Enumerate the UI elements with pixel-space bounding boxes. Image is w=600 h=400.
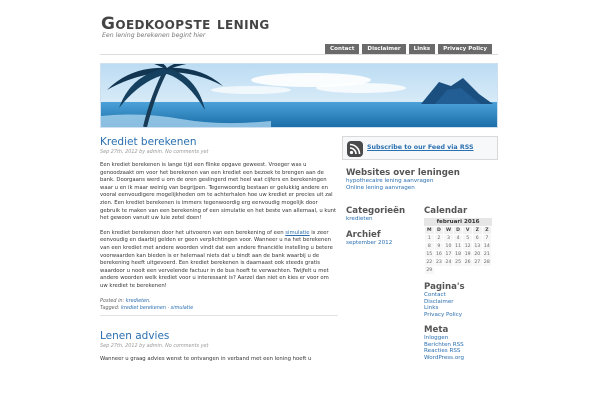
post-paragraph: Wanneer u graag advies wenst te ontvangen in verband met een lening hoeft u [100,355,312,362]
calendar-week-row [425,235,492,243]
page-wrapper [100,0,500,400]
calendar-day: 25 [455,260,461,265]
rss-icon[interactable] [347,141,363,157]
paragraph-text: is zeer eenvoudig en daarbij gelden er geen verplichtingen voor. Wanneer u na het berekenen van een krediet met andere woorden vindt dat een andere financiële instelling u betere voorwaarden kan bieden is er helemaal niets dat u bindt aan de bank waarbij u de berekening heeft uitgevoerd. Een krediet berekenen is daarnaast ook steeds gratis waardoor u nooit een vervelende factuur in de bus hoeft te verwachten. Twijfelt u met andere woorden welk krediet voor u interessant is? Aarzel dan niet en kies er voor om uw krediet te berekenen! [100,229,333,289]
calendar-day: 27 [474,260,481,265]
sidebar-right-column [424,206,500,368]
calendar-day: 29 [426,268,433,273]
calendar-week-row [425,251,492,259]
sidebar [342,136,500,400]
top-navigation [325,44,492,54]
calendar-day [444,267,454,275]
calendar-day: 10 [445,244,452,249]
calendar-day: 12 [464,244,471,249]
calendar-day [434,267,444,275]
calendar-day: 28 [483,260,490,265]
tagged-label: Tagged [100,304,118,311]
simulatie-link[interactable]: simulatie [285,229,310,236]
calendar-day: 11 [455,244,461,249]
header-banner-image [100,63,498,128]
page-link-links[interactable]: Links [424,305,439,311]
post-footer [100,298,338,316]
weekday-header: Z [472,227,482,235]
weekday-header: Z [482,227,492,235]
tag-link[interactable]: simulatie [170,304,194,311]
calendar-day: 20 [474,252,481,257]
calendar-day [463,267,473,275]
calendar-day [482,267,492,275]
websites-widget [346,168,460,191]
posted-in-label: Posted in [100,297,123,304]
calendar-day [453,267,463,275]
widget-title: Categorieën [346,206,406,216]
widget-title: Archief [346,229,381,240]
category-link[interactable]: kredieten [125,297,150,304]
post-paragraph [100,230,338,291]
weekday-header: D [434,227,444,235]
calendar-day [472,267,482,275]
calendar-day: 6 [472,235,482,243]
page-link-privacy-policy[interactable]: Privacy Policy [424,311,463,318]
post-title[interactable]: Krediet berekenen [100,136,197,148]
calendar-day: 18 [455,252,461,257]
post [100,330,338,364]
nav-privacy-policy[interactable]: Privacy Policy [438,44,492,54]
calendar-day: 21 [483,252,490,257]
calendar-day: 2 [434,235,444,243]
paragraph-text: Een krediet berekenen door het uitvoeren van een berekening of een [100,229,286,236]
nav-disclaimer[interactable]: Disclaimer [362,44,405,54]
main-content [100,136,338,400]
widget-title: Websites over leningen [346,168,460,178]
calendar-day: 19 [464,252,471,257]
nav-contact[interactable]: Contact [325,44,359,54]
website-link[interactable]: Online lening aanvragen [346,184,415,191]
calendar-day: 15 [426,252,433,257]
calendar-week-row [425,259,492,267]
weekday-header: V [463,227,473,235]
post-tags-line: Tagged: krediet berekenen · simulatie [100,304,194,311]
post-title[interactable]: Lenen advies [100,329,170,342]
calendar-day: 9 [434,243,444,251]
calendar-widget [424,206,500,275]
sidebar-left-column [346,206,420,253]
calendar-day: 22 [426,260,433,265]
calendar-day: 14 [483,244,490,249]
category-item[interactable]: kredieten [346,216,373,222]
tag-separator: · [167,304,170,311]
tag-link[interactable]: krediet berekenen [121,304,166,311]
archive-widget [346,230,420,247]
calendar-month: februari 2016 [424,218,492,226]
calendar-day: 23 [435,260,442,265]
calendar-week-row [425,267,492,275]
widget-title: Pagina's [424,282,465,292]
pages-widget [424,282,500,318]
post-paragraph: Een krediet berekenen is lange tijd een flinke opgave geweest. Vroeger was u genoodzaakt om voor het berekenen van een krediet een bezoek te brengen aan de bank. Doorgaans werd u om de oren geslingerd met heel wat cijfers en berekeningen waar u en ik maar weinig van begrijpen. Tegenwoordig bestaan er gelukkig andere en vooral eenvoudigere mogelijkheden om te achterhalen hoe uw krediet er precies uit zal zien. Een krediet berekenen is immers tegenwoordig erg eenvoudig mogelijk door gebruik te maken van een berekening of een simulatie en het beste van allemaal, u kunt het gewoon vanuit uw luie zetel doen! [100,162,337,222]
meta-link-wordpress[interactable]: WordPress.org [424,354,465,361]
calendar-week-row [425,243,492,251]
meta-widget [424,325,500,361]
rss-subscribe-box [342,136,498,160]
nav-links[interactable]: Links [409,44,436,54]
meta-link-login[interactable]: Inloggen [424,335,449,341]
categories-widget [346,206,420,223]
archive-item[interactable]: september 2012 [346,239,393,246]
page-link-contact[interactable]: Contact [424,292,446,298]
calendar-day: 1 [425,235,435,243]
post-meta: Sep 27th, 2012 by admin. No comments yet [100,342,209,349]
meta-link-comments-rss[interactable]: Reacties RSS [424,348,461,354]
calendar-day: 24 [445,260,452,265]
weekday-header: M [425,227,435,235]
calendar-day: 4 [453,235,463,243]
calendar-day: 3 [444,235,454,243]
calendar-days [425,235,492,275]
post-meta: Sep 27th, 2012 by admin. No comments yet [100,149,209,155]
header-divider [100,54,498,55]
calendar-day: 8 [425,243,435,251]
calendar-day: 16 [435,252,442,257]
calendar-day: 17 [445,252,452,257]
calendar-day: 26 [464,260,471,265]
website-link[interactable]: hypothecaire lening aanvragen [346,178,434,184]
page-link-disclaimer[interactable]: Disclaimer [424,298,454,305]
weekday-header: W [444,227,454,235]
post [100,136,338,316]
widget-title: Calendar [424,206,468,216]
site-title[interactable]: Goedkoopste lening [101,14,270,34]
calendar-day: 5 [463,235,473,243]
calendar-day: 13 [474,244,481,249]
meta-link-posts-rss[interactable]: Berichten RSS [424,341,464,348]
post-category-line: Posted in: kredieten. [100,297,151,304]
calendar-table [424,218,492,275]
site-tagline: Een lening berekenen begint hier [102,32,206,39]
widget-title: Meta [424,325,449,335]
rss-subscribe-link[interactable]: Subscribe to our Feed via RSS [367,144,474,151]
calendar-day: 7 [482,235,492,243]
weekday-header: D [453,227,463,235]
